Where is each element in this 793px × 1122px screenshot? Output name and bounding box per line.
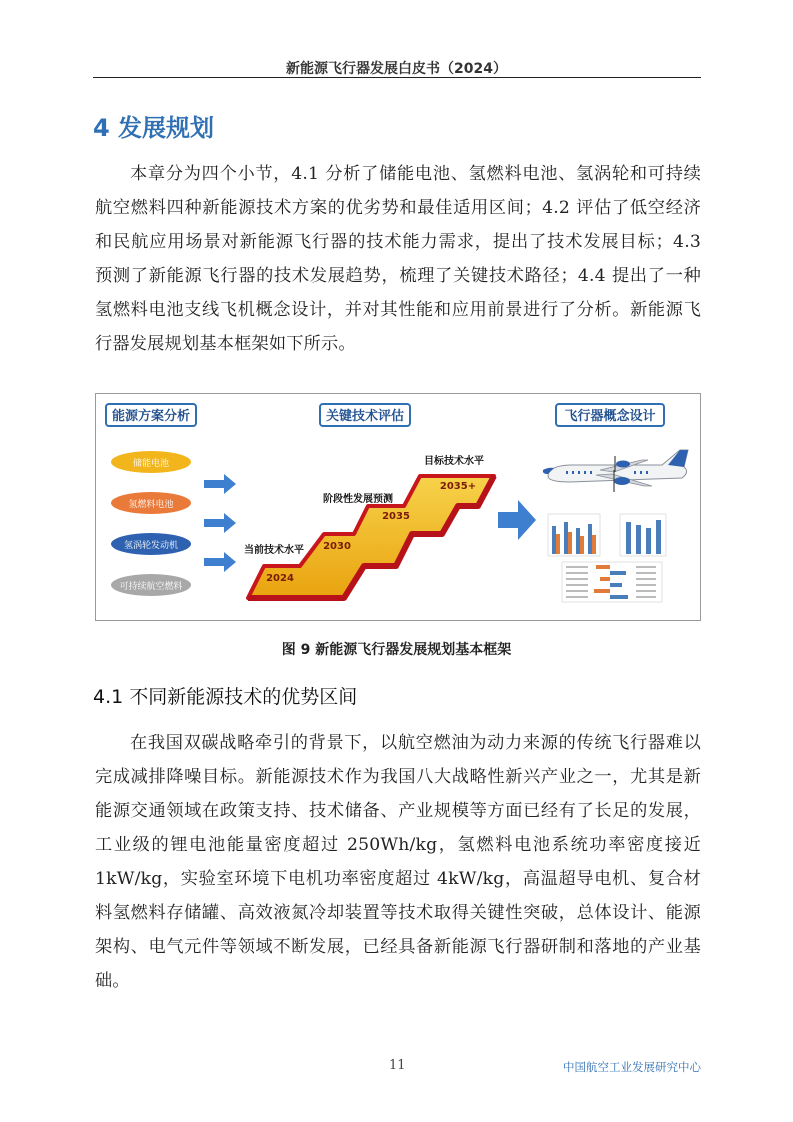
energy-option-label: 氢燃料电池: [128, 500, 174, 510]
header-key-tech-label: 关键技术评估: [325, 409, 405, 424]
energy-option-battery: [111, 451, 191, 473]
energy-option-hydrogen-fuel-cell: [111, 492, 191, 514]
intro-paragraph: 本章分为四个小节，4.1 分析了储能电池、氢燃料电池、氢涡轮和可持续航空燃料四种新能源技术方案的优劣势和最佳适用区间；4.2 评估了低空经济和民航应用场景对新能源飞行器的技术能力需求，提出了技术发展目标；4.3 预测了新能源飞行器的技术发展趋势，梳理了关键技术路径；4.4 提出了一种氢燃料电池支线飞机概念设计，并对其性能和应用前景进行了分析。新能源飞行器发展规划基本框架如下所示。: [95, 164, 701, 354]
chapter-title: 4 发展规划: [93, 114, 215, 142]
section-paragraph: 在我国双碳战略牵引的背景下，以航空燃油为动力来源的传统飞行器难以完成减排降噪目标。新能源技术作为我国八大战略性新兴产业之一，尤其是新能源交通领域在政策支持、技术储备、产业规模等方面已经有了长足的发展，工业级的锂电池能量密度超过 250Wh/kg，氢燃料电池系统功率密度接近 1kW/kg，实验室环境下电机功率密度超过 4kW/kg，高温超导电机、复合材料氢燃料存储罐、高效液氮冷却装置等技术取得关键性突破，总体设计、能源架构、电气元件等领域不断发展，已经具备新能源飞行器研制和落地的产业基础。: [95, 733, 701, 991]
header-key-tech: [320, 404, 410, 426]
arrow-right-icon: [204, 513, 236, 533]
stair-year-2030: 2030: [323, 541, 351, 552]
stair-label-target: 目标技术水平: [424, 456, 484, 467]
arrow-right-large-icon: [498, 500, 536, 540]
energy-option-label: 储能电池: [132, 459, 170, 469]
header-energy-analysis-label: 能源方案分析: [111, 409, 191, 424]
framework-figure: [95, 393, 701, 621]
mini-bar-chart-left: [548, 514, 600, 556]
stair-label-stage: 阶段性发展预测: [323, 494, 393, 505]
page-number: 11: [389, 1058, 406, 1073]
stair-year-2035-plus: 2035+: [439, 481, 477, 492]
running-header: 新能源飞行器发展白皮书（2024）: [286, 61, 507, 77]
footer-organization: 中国航空工业发展研究中心: [563, 1060, 701, 1074]
header-aircraft-design-label: 飞行器概念设计: [564, 409, 656, 424]
arrow-right-icon: [204, 552, 236, 572]
mini-table-chart: [562, 562, 662, 602]
section-title: 4.1 不同新能源技术的优势区间: [93, 686, 358, 708]
figure-caption: 图 9 新能源飞行器发展规划基本框架: [281, 642, 512, 658]
mini-bar-chart-right: [620, 514, 666, 556]
header-divider: [93, 77, 701, 78]
energy-option-hydrogen-turbine: [111, 533, 191, 555]
aircraft-icon: [543, 450, 688, 492]
arrow-right-icon: [204, 474, 236, 494]
header-aircraft-design: [556, 404, 664, 426]
energy-option-label: 可持续航空燃料: [119, 582, 183, 592]
stair-label-current: 当前技术水平: [244, 545, 304, 556]
energy-option-saf: [111, 574, 191, 596]
energy-option-label: 氢涡轮发动机: [123, 541, 179, 551]
header-energy-analysis: [106, 404, 196, 426]
stair-year-2035: 2035: [382, 511, 410, 522]
stair-year-2024: 2024: [266, 573, 294, 584]
